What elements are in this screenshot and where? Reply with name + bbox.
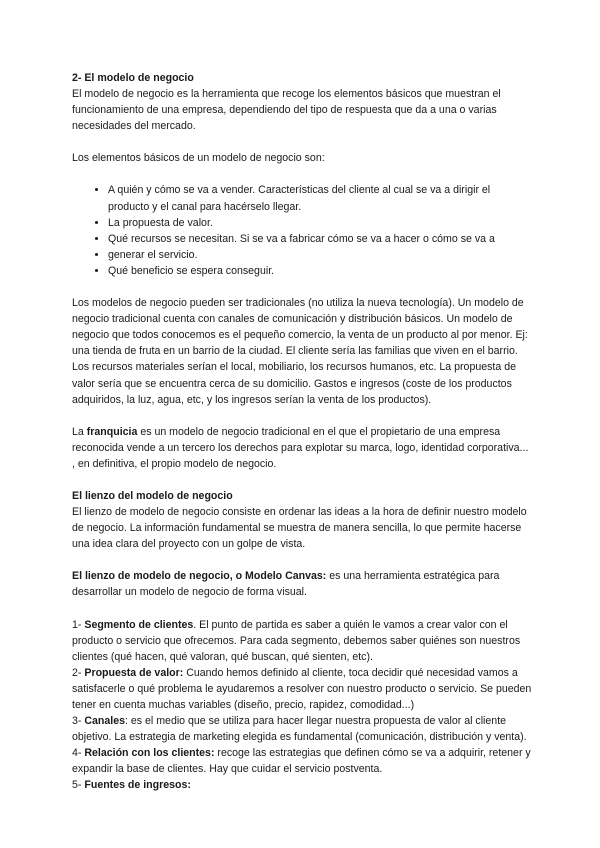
item-number: 2-: [72, 666, 85, 679]
item-term: Canales: [84, 715, 126, 728]
item-text: recoge las estrategias que definen cómo se va a adquirir, retener y expandir la base de clientes. Hay que cuidar el servicio postventa.: [72, 747, 531, 776]
item-term: Fuentes de ingresos:: [84, 779, 191, 792]
list-item: • Qué beneficio se espera conseguir.: [108, 263, 532, 279]
document-page: [72, 70, 532, 794]
lienzo-intro-paragraph: El lienzo de modelo de negocio consiste en ordenar las ideas a la hora de definir nuestro modelo de negocio. La información fundamental se muestra de manera sencilla, lo que permite hacerse una idea clara del proyecto con un golpe de vista.: [72, 506, 527, 551]
section-heading-lienzo: El lienzo del modelo de negocio: [72, 489, 233, 502]
item-number: 4-: [72, 747, 85, 760]
item-number: 5-: [72, 779, 85, 792]
canvas-term: El lienzo de modelo de negocio, o Modelo Canvas:: [72, 570, 327, 583]
item-text: Cuando hemos definido al cliente, toca decidir qué necesidad vamos a satisfacerle o qué problema le ayudaremos a resolver con nuestro producto o servicio. Se pueden tener en cuenta muchas variables (diseño, precio, rapidez, comodidad...): [72, 666, 532, 711]
section-heading-modelo-negocio: 2- El modelo de negocio: [72, 72, 194, 84]
canvas-definition-paragraph: [72, 568, 532, 600]
item-term: Propuesta de valor:: [84, 666, 184, 679]
traditional-models-paragraph: Los modelos de negocio pueden ser tradicionales (no utiliza la nueva tecnología). Un modelo de negocio tradicional cuenta con canales de comunicación y distribución básicos. Un modelo de negocio que todos conocemos es el pequeño comercio, la venta de un producto al por menor. Ej: una tienda de fruta en un barrio de la ciudad. El cliente sería las familias que viven en el barrio. Los recursos materiales serían el local, mobiliario, los recursos humanos, etc. La propuesta de valor sería que se encuentra cerca de su domicilio. Gastos e ingresos (coste de los productos adquiridos, la luz, agua, etc, y los ingresos serían la venta de los productos).: [72, 297, 528, 406]
list-item: • Qué recursos se necesitan. Si se va a fabricar cómo se va a hacer o cómo se va a: [108, 231, 532, 247]
item-term: Relación con los clientes:: [84, 747, 215, 760]
list-intro: Los elementos básicos de un modelo de negocio son:: [72, 152, 325, 165]
canvas-item: [72, 713, 532, 745]
item-text: : es el medio que se utiliza para hacer llegar nuestra propuesta de valor al cliente objetivo. La estrategia de marketing elegida es fundamental (comunicación, distribución y venta).: [72, 715, 527, 744]
franchise-pre: La: [72, 425, 87, 438]
franchise-text: es un modelo de negocio tradicional en el que el propietario de una empresa reconocida vende a un tercero los derechos para explotar su marca, logo, identidad corporativa... , en definitiva, el propio modelo de negocio.: [72, 425, 529, 470]
canvas-item: [72, 745, 532, 777]
item-text: . El punto de partida es saber a quién le vamos a crear valor con el producto o servicio que ofrecemos. Para cada segmento, debemos saber quiénes son nuestros clientes (qué hacen, qué valoran, qué buscan, qué sienten, etc).: [72, 618, 521, 663]
intro-paragraph: El modelo de negocio es la herramienta que recoge los elementos básicos que muestran el funcionamiento de una empresa, dependiendo del tipo de respuesta que da a una o varias necesidades del mercado.: [72, 88, 501, 133]
canvas-item: [72, 665, 532, 713]
canvas-text: es una herramienta estratégica para desarrollar un modelo de negocio de forma visual.: [72, 570, 500, 599]
franchise-term: franquicia: [86, 425, 138, 438]
item-term: Segmento de clientes: [84, 618, 194, 631]
item-number: 3-: [72, 715, 85, 728]
bullet-list: [72, 182, 532, 279]
canvas-item: [72, 617, 532, 665]
canvas-item: [72, 777, 532, 793]
list-item: • A quién y cómo se va a vender. Características del cliente al cual se va a dirigir el producto y el canal para hacérselo llegar.: [108, 182, 532, 214]
item-number: 1-: [72, 618, 85, 631]
list-item: • generar el servicio.: [108, 247, 532, 263]
franchise-paragraph: [72, 424, 532, 472]
list-item: • La propuesta de valor.: [108, 215, 532, 231]
